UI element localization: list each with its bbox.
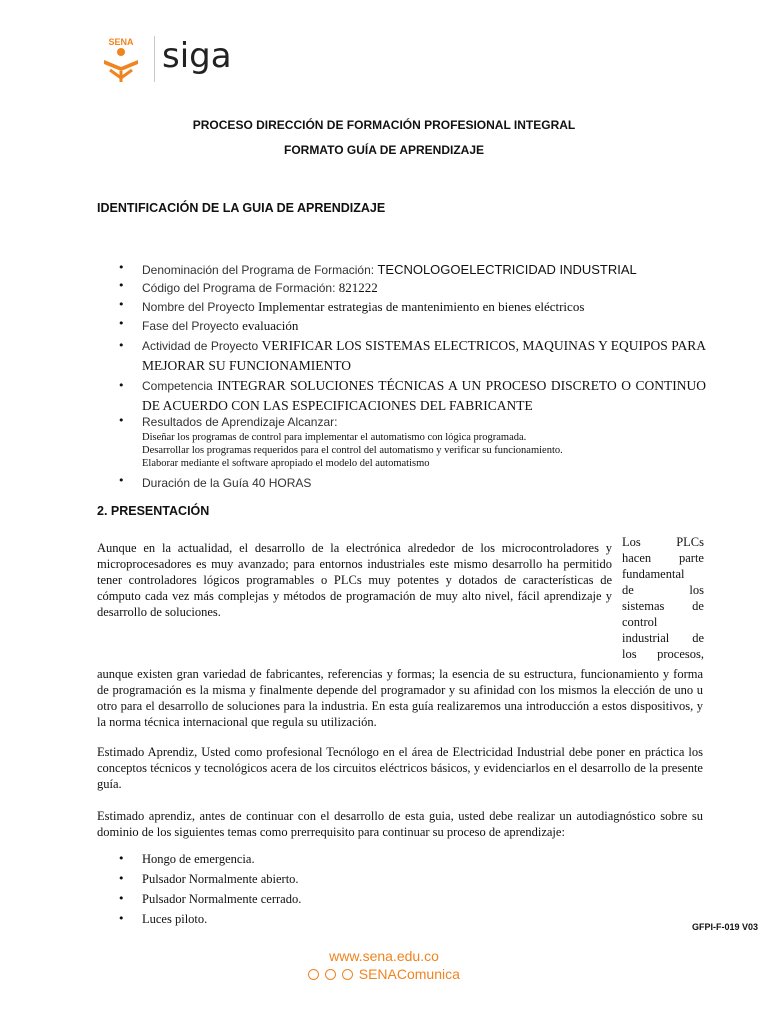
social-handle: SENAComunica [358,966,460,982]
result-line: Elaborar mediante el software apropiado el modelo del automatismo [142,458,430,469]
section1-heading: IDENTIFICACIÓN DE LA GUIA DE APRENDIZAJE [97,201,386,215]
footer-social [0,966,768,982]
logo-divider [154,36,155,82]
list-item: • Código del Programa de Formación: 821222 [118,279,706,298]
presentation-paragraph-3: Estimado aprendiz, antes de continuar con el desarrollo de esta guia, usted debe realizar un autodiagnóstico sobre su dominio de los siguientes temas como prerrequisito para continuar su proceso de aprendizaje: [97,809,703,839]
footer-url: www.sena.edu.co [329,948,439,964]
document-title-line2: FORMATO GUÍA DE APRENDIZAJE [283,143,484,157]
presentation-paragraph-2: Estimado Aprendiz, Usted como profesional Tecnólogo en el área de Electricidad Industrial debe poner en práctica los conceptos técnicos y tecnológicos acera de los circuitos eléctricos básicos, y evidenciarlos en el desarrollo de la presente guía. [97,745,703,791]
list-item: • Nombre del Proyecto Implementar estrategias de mantenimiento en bienes eléctricos [118,298,706,317]
document-title-line1: PROCESO DIRECCIÓN DE FORMACIÓN PROFESIONAL INTEGRAL [192,118,576,132]
list-item: • Denominación del Programa de Formación: TECNOLOGOELECTRICIDAD INDUSTRIAL [118,261,706,279]
result-line: Desarrollar los programas requeridos para el control del automatismo y verificar su funcionamiento. [142,445,563,456]
section2-heading: 2. PRESENTACIÓN [97,504,210,518]
form-code: GFPI-F-019 V03 [691,922,758,932]
list-item: • Luces piloto. [118,912,518,932]
plc-sidebar-text: Los PLCs hacen parte fundamental de los sistemas de control industrial de los procesos, [622,535,704,661]
list-item: • Duración de la Guía 40 HORAS [118,474,706,492]
facebook-icon [342,969,353,980]
list-item: • Competencia INTEGRAR SOLUCIONES TÉCNICAS A UN PROCESO DISCRETO O CONTINUO DE ACUERDO CON LAS ESPECIFICACIONES DEL FABRICANTE [118,376,706,414]
list-item: • Hongo de emergencia. [118,852,518,872]
list-item: • Pulsador Normalmente abierto. [118,872,518,892]
result-line: Diseñar los programas de control para implementar el automatismo con lógica programada. [142,432,527,443]
presentation-paragraph-1-continued: aunque existen gran variedad de fabricantes, referencias y formas; la esencia de su estructura, funcionamiento y forma de programación es la misma y finalmente depende del programador y su afinidad con los mismos la elección de uno u otro para el desarrollo de soluciones para la industria. En esta guía realizaremos una introducción a estos dispositivos, y la norma técnica internacional que regula su utilización. [97,667,703,729]
list-item: • Fase del Proyecto evaluación [118,317,706,336]
siga-logo: siga [162,36,232,76]
identification-list [118,261,706,492]
twitter-icon [325,969,336,980]
instagram-icon [308,969,319,980]
list-item: • Actividad de Proyecto VERIFICAR LOS SISTEMAS ELECTRICOS, MAQUINAS Y EQUIPOS PARA MEJORAR SU FUNCIONAMIENTO [118,336,706,376]
presentation-paragraph-1: Aunque en la actualidad, el desarrollo de la electrónica alrededor de los microcontroladores y microprocesadores es muy avanzado; para entornos industriales este mismo desarrollo ha permitido tener controladores lógicos programables o PLCs muy potentes y dotados de características de cómputo cada vez más complejas y métodos de programación de muy alto nivel, fácil aprendizaje y desarrollo de soluciones. [97,541,612,619]
list-item: • Pulsador Normalmente cerrado. [118,892,518,912]
prerequisite-topics-list [118,852,518,932]
header-logos [96,34,246,90]
list-item: • Resultados de Aprendizaje Alcanzar: Diseñar los programas de control para implementar el automatismo con lógica programada. Desarrollar los programas requeridos para el control del automatismo y verificar su funcionamiento. Elaborar mediante el software apropiado el modelo del automatismo [118,414,706,474]
sena-logo-icon [96,34,146,84]
svg-text:SENA: SENA [108,37,134,47]
